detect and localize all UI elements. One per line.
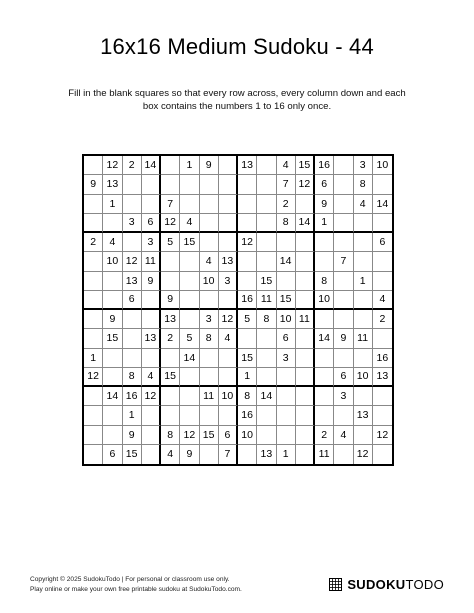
sudoku-cell: 9 — [315, 195, 334, 214]
sudoku-cell[interactable] — [334, 233, 353, 252]
sudoku-cell: 12 — [142, 387, 161, 406]
sudoku-cell[interactable] — [315, 406, 334, 425]
sudoku-cell[interactable] — [277, 406, 296, 425]
sudoku-cell[interactable] — [257, 175, 276, 194]
sudoku-cell: 11 — [354, 329, 373, 348]
sudoku-cell[interactable] — [334, 195, 353, 214]
sudoku-cell: 15 — [123, 445, 142, 464]
sudoku-cell[interactable] — [84, 156, 103, 175]
sudoku-cell: 10 — [200, 272, 219, 291]
sudoku-cell[interactable] — [219, 175, 238, 194]
sudoku-cell: 2 — [84, 233, 103, 252]
sudoku-cell[interactable] — [142, 195, 161, 214]
sudoku-cell[interactable] — [277, 368, 296, 387]
sudoku-cell: 10 — [315, 291, 334, 310]
sudoku-cell: 16 — [373, 349, 392, 368]
sudoku-cell[interactable] — [161, 272, 180, 291]
sudoku-cell[interactable] — [180, 252, 199, 271]
sudoku-cell: 1 — [354, 272, 373, 291]
sudoku-cell: 5 — [238, 310, 257, 329]
sudoku-cell[interactable] — [354, 291, 373, 310]
sudoku-cell: 6 — [142, 214, 161, 233]
sudoku-cell[interactable] — [257, 214, 276, 233]
sudoku-cell: 10 — [219, 387, 238, 406]
sudoku-cell[interactable] — [84, 329, 103, 348]
instructions: Fill in the blank squares so that every row across, every column down and each box contains the numbers 1 to 16 only once. — [68, 88, 406, 112]
sudoku-cell[interactable] — [238, 214, 257, 233]
sudoku-cell[interactable] — [103, 214, 122, 233]
sudoku-cell: 9 — [84, 175, 103, 194]
sudoku-cell: 1 — [238, 368, 257, 387]
sudoku-cell: 4 — [354, 195, 373, 214]
sudoku-cell[interactable] — [238, 445, 257, 464]
sudoku-cell: 16 — [123, 387, 142, 406]
sudoku-cell[interactable] — [180, 406, 199, 425]
sudoku-cell: 12 — [296, 175, 315, 194]
sudoku-cell: 2 — [277, 195, 296, 214]
sudoku-cell: 6 — [334, 368, 353, 387]
sudoku-cell[interactable] — [180, 291, 199, 310]
sudoku-cell[interactable] — [296, 387, 315, 406]
sudoku-cell[interactable] — [296, 445, 315, 464]
sudoku-cell: 3 — [200, 310, 219, 329]
sudoku-cell[interactable] — [238, 175, 257, 194]
sudoku-cell: 12 — [238, 233, 257, 252]
grid-logo-icon — [329, 578, 342, 591]
sudoku-cell[interactable] — [219, 214, 238, 233]
sudoku-cell: 13 — [103, 175, 122, 194]
sudoku-cell[interactable] — [84, 214, 103, 233]
sudoku-cell: 12 — [354, 445, 373, 464]
sudoku-cell: 14 — [315, 329, 334, 348]
sudoku-cell[interactable] — [373, 175, 392, 194]
sudoku-cell: 13 — [354, 406, 373, 425]
sudoku-cell[interactable] — [373, 214, 392, 233]
sudoku-cell[interactable] — [180, 272, 199, 291]
sudoku-cell[interactable] — [84, 195, 103, 214]
sudoku-cell[interactable] — [200, 291, 219, 310]
sudoku-cell[interactable] — [257, 426, 276, 445]
sudoku-cell[interactable] — [103, 368, 122, 387]
sudoku-cell[interactable] — [200, 214, 219, 233]
sudoku-cell: 15 — [103, 329, 122, 348]
sudoku-cell: 1 — [315, 214, 334, 233]
sudoku-cell[interactable] — [296, 349, 315, 368]
sudoku-cell: 15 — [161, 368, 180, 387]
sudoku-cell: 4 — [103, 233, 122, 252]
sudoku-cell[interactable] — [238, 195, 257, 214]
sudoku-cell: 15 — [277, 291, 296, 310]
sudoku-cell: 14 — [373, 195, 392, 214]
sudoku-cell[interactable] — [296, 329, 315, 348]
sudoku-cell[interactable] — [142, 291, 161, 310]
sudoku-cell[interactable] — [238, 272, 257, 291]
sudoku-cell[interactable] — [334, 272, 353, 291]
sudoku-cell[interactable] — [103, 406, 122, 425]
sudoku-cell: 8 — [238, 387, 257, 406]
sudoku-cell[interactable] — [180, 368, 199, 387]
sudoku-cell: 6 — [103, 445, 122, 464]
sudoku-cell[interactable] — [103, 426, 122, 445]
sudoku-cell: 6 — [123, 291, 142, 310]
sudoku-cell: 4 — [200, 252, 219, 271]
brand-text-thin: TODO — [405, 577, 444, 592]
sudoku-cell[interactable] — [373, 387, 392, 406]
sudoku-cell[interactable] — [142, 426, 161, 445]
sudoku-cell[interactable] — [354, 214, 373, 233]
sudoku-cell[interactable] — [142, 406, 161, 425]
sudoku-cell: 14 — [142, 156, 161, 175]
sudoku-cell[interactable] — [354, 310, 373, 329]
sudoku-cell[interactable] — [277, 426, 296, 445]
sudoku-cell[interactable] — [354, 233, 373, 252]
sudoku-cell: 6 — [315, 175, 334, 194]
sudoku-cell[interactable] — [354, 387, 373, 406]
sudoku-cell: 13 — [257, 445, 276, 464]
sudoku-cell: 4 — [334, 426, 353, 445]
sudoku-cell[interactable] — [238, 252, 257, 271]
sudoku-cell[interactable] — [334, 291, 353, 310]
sudoku-cell: 1 — [84, 349, 103, 368]
sudoku-cell: 7 — [334, 252, 353, 271]
sudoku-cell: 14 — [257, 387, 276, 406]
sudoku-cell: 6 — [219, 426, 238, 445]
copyright-text: Copyright © 2025 SudokuTodo | For personal or classroom use only. — [30, 576, 230, 583]
sudoku-cell[interactable] — [334, 156, 353, 175]
sudoku-cell: 7 — [277, 175, 296, 194]
sudoku-cell: 1 — [180, 156, 199, 175]
page-title: 16x16 Medium Sudoku - 44 — [100, 34, 374, 59]
sudoku-cell[interactable] — [123, 233, 142, 252]
sudoku-cell[interactable] — [219, 156, 238, 175]
sudoku-cell: 3 — [219, 272, 238, 291]
sudoku-cell: 2 — [315, 426, 334, 445]
sudoku-grid — [82, 154, 394, 466]
sudoku-cell: 3 — [123, 214, 142, 233]
sudoku-cell[interactable] — [373, 406, 392, 425]
sudoku-cell[interactable] — [142, 175, 161, 194]
sudoku-cell[interactable] — [277, 233, 296, 252]
sudoku-cell[interactable] — [200, 445, 219, 464]
sudoku-cell: 16 — [238, 291, 257, 310]
sudoku-cell[interactable] — [354, 426, 373, 445]
sudoku-cell[interactable] — [373, 272, 392, 291]
sudoku-cell[interactable] — [200, 349, 219, 368]
sudoku-cell: 15 — [238, 349, 257, 368]
sudoku-cell[interactable] — [84, 252, 103, 271]
sudoku-cell[interactable] — [219, 368, 238, 387]
sudoku-cell[interactable] — [161, 252, 180, 271]
sudoku-cell: 8 — [354, 175, 373, 194]
sudoku-cell[interactable] — [315, 349, 334, 368]
sudoku-cell[interactable] — [103, 272, 122, 291]
sudoku-cell: 12 — [373, 426, 392, 445]
sudoku-cell: 12 — [161, 214, 180, 233]
sudoku-cell: 14 — [277, 252, 296, 271]
footer — [30, 575, 242, 595]
sudoku-cell[interactable] — [219, 233, 238, 252]
sudoku-cell: 13 — [219, 252, 238, 271]
sudoku-cell[interactable] — [257, 406, 276, 425]
sudoku-cell: 16 — [238, 406, 257, 425]
sudoku-cell: 4 — [142, 368, 161, 387]
sudoku-cell[interactable] — [219, 349, 238, 368]
sudoku-cell: 15 — [296, 156, 315, 175]
sudoku-cell[interactable] — [257, 329, 276, 348]
sudoku-cell[interactable] — [257, 368, 276, 387]
sudoku-cell[interactable] — [334, 214, 353, 233]
sudoku-cell: 15 — [200, 426, 219, 445]
sudoku-cell[interactable] — [84, 310, 103, 329]
sudoku-cell[interactable] — [123, 349, 142, 368]
sudoku-cell[interactable] — [315, 387, 334, 406]
sudoku-cell[interactable] — [180, 310, 199, 329]
sudoku-cell: 1 — [123, 406, 142, 425]
sudoku-cell: 4 — [219, 329, 238, 348]
sudoku-cell: 15 — [180, 233, 199, 252]
sudoku-cell: 12 — [103, 156, 122, 175]
sudoku-cell: 10 — [373, 156, 392, 175]
sudoku-cell: 7 — [161, 195, 180, 214]
sudoku-cell[interactable] — [103, 291, 122, 310]
sudoku-cell[interactable] — [257, 349, 276, 368]
sudoku-cell: 5 — [161, 233, 180, 252]
sudoku-cell[interactable] — [200, 233, 219, 252]
sudoku-cell[interactable] — [277, 387, 296, 406]
sudoku-cell: 8 — [200, 329, 219, 348]
sudoku-cell[interactable] — [257, 156, 276, 175]
sudoku-cell[interactable] — [161, 156, 180, 175]
sudoku-cell[interactable] — [142, 310, 161, 329]
sudoku-cell[interactable] — [257, 252, 276, 271]
sudoku-cell[interactable] — [103, 349, 122, 368]
sudoku-cell: 2 — [373, 310, 392, 329]
sudoku-cell: 9 — [334, 329, 353, 348]
sudoku-cell[interactable] — [296, 233, 315, 252]
sudoku-cell: 10 — [103, 252, 122, 271]
sudoku-cell[interactable] — [238, 329, 257, 348]
sudoku-cell: 11 — [296, 310, 315, 329]
sudoku-cell[interactable] — [200, 175, 219, 194]
sudoku-cell[interactable] — [354, 349, 373, 368]
sudoku-cell[interactable] — [354, 252, 373, 271]
sudoku-cell: 9 — [103, 310, 122, 329]
sudoku-cell: 10 — [354, 368, 373, 387]
sudoku-cell[interactable] — [296, 272, 315, 291]
sudoku-cell: 13 — [142, 329, 161, 348]
sudoku-cell[interactable] — [219, 406, 238, 425]
sudoku-cell: 8 — [257, 310, 276, 329]
sudoku-cell[interactable] — [123, 195, 142, 214]
sudoku-cell[interactable] — [123, 310, 142, 329]
sudoku-cell[interactable] — [180, 175, 199, 194]
sudoku-cell[interactable] — [200, 406, 219, 425]
sudoku-cell: 7 — [219, 445, 238, 464]
sudoku-cell: 1 — [103, 195, 122, 214]
sudoku-cell[interactable] — [84, 291, 103, 310]
sudoku-cell: 8 — [161, 426, 180, 445]
sudoku-cell[interactable] — [161, 349, 180, 368]
sudoku-cell: 13 — [373, 368, 392, 387]
sudoku-cell: 11 — [315, 445, 334, 464]
sudoku-cell[interactable] — [180, 195, 199, 214]
sudoku-cell[interactable] — [296, 195, 315, 214]
sudoku-cell: 3 — [334, 387, 353, 406]
sudoku-cell[interactable] — [84, 426, 103, 445]
sudoku-cell: 2 — [123, 156, 142, 175]
sudoku-cell: 8 — [123, 368, 142, 387]
brand-logo — [329, 577, 444, 592]
sudoku-cell: 2 — [161, 329, 180, 348]
sudoku-cell[interactable] — [84, 406, 103, 425]
sudoku-cell[interactable] — [161, 387, 180, 406]
sudoku-cell[interactable] — [373, 252, 392, 271]
sudoku-cell[interactable] — [296, 291, 315, 310]
sudoku-cell[interactable] — [200, 195, 219, 214]
sudoku-cell[interactable] — [334, 349, 353, 368]
sudoku-cell[interactable] — [296, 406, 315, 425]
sudoku-cell: 15 — [257, 272, 276, 291]
sudoku-cell: 3 — [142, 233, 161, 252]
sudoku-cell[interactable] — [84, 272, 103, 291]
sudoku-cell: 4 — [161, 445, 180, 464]
sudoku-cell[interactable] — [315, 233, 334, 252]
sudoku-cell: 10 — [238, 426, 257, 445]
sudoku-cell[interactable] — [200, 368, 219, 387]
sudoku-cell: 14 — [296, 214, 315, 233]
sudoku-cell[interactable] — [334, 310, 353, 329]
promo-text: Play online or make your own free printable sudoku at SudokuTodo.com. — [30, 586, 242, 593]
sudoku-cell[interactable] — [219, 195, 238, 214]
sudoku-cell[interactable] — [161, 406, 180, 425]
sudoku-cell: 9 — [180, 445, 199, 464]
sudoku-cell[interactable] — [296, 426, 315, 445]
sudoku-cell: 13 — [238, 156, 257, 175]
sudoku-cell: 14 — [180, 349, 199, 368]
sudoku-cell: 9 — [142, 272, 161, 291]
sudoku-cell: 13 — [161, 310, 180, 329]
sudoku-cell: 8 — [315, 272, 334, 291]
sudoku-cell: 16 — [315, 156, 334, 175]
sudoku-cell: 12 — [123, 252, 142, 271]
sudoku-cell[interactable] — [315, 310, 334, 329]
sudoku-cell[interactable] — [277, 272, 296, 291]
sudoku-cell: 9 — [161, 291, 180, 310]
sudoku-cell[interactable] — [123, 175, 142, 194]
sudoku-cell: 12 — [219, 310, 238, 329]
sudoku-cell[interactable] — [84, 445, 103, 464]
sudoku-cell: 1 — [277, 445, 296, 464]
sudoku-cell[interactable] — [373, 445, 392, 464]
brand-text-bold: SUDOKU — [347, 577, 406, 592]
sudoku-cell[interactable] — [180, 387, 199, 406]
sudoku-cell: 13 — [123, 272, 142, 291]
sudoku-cell[interactable] — [334, 445, 353, 464]
sudoku-cell[interactable] — [84, 387, 103, 406]
sudoku-cell: 4 — [180, 214, 199, 233]
sudoku-cell[interactable] — [161, 175, 180, 194]
sudoku-cell: 6 — [277, 329, 296, 348]
sudoku-cell: 10 — [277, 310, 296, 329]
sudoku-cell: 8 — [277, 214, 296, 233]
sudoku-cell[interactable] — [334, 175, 353, 194]
sudoku-cell[interactable] — [142, 445, 161, 464]
sudoku-cell[interactable] — [334, 406, 353, 425]
sudoku-cell: 11 — [257, 291, 276, 310]
sudoku-cell: 4 — [373, 291, 392, 310]
sudoku-cell: 9 — [200, 156, 219, 175]
sudoku-cell: 6 — [373, 233, 392, 252]
sudoku-cell[interactable] — [257, 233, 276, 252]
sudoku-cell: 9 — [123, 426, 142, 445]
sudoku-cell: 3 — [277, 349, 296, 368]
sudoku-cell[interactable] — [315, 252, 334, 271]
sudoku-cell: 11 — [142, 252, 161, 271]
sudoku-cell: 3 — [354, 156, 373, 175]
sudoku-cell: 14 — [103, 387, 122, 406]
sudoku-cell: 5 — [180, 329, 199, 348]
sudoku-cell[interactable] — [142, 349, 161, 368]
sudoku-cell: 11 — [200, 387, 219, 406]
sudoku-cell[interactable] — [257, 195, 276, 214]
sudoku-cell[interactable] — [296, 252, 315, 271]
sudoku-cell: 12 — [84, 368, 103, 387]
sudoku-cell[interactable] — [373, 329, 392, 348]
sudoku-cell[interactable] — [315, 368, 334, 387]
sudoku-cell[interactable] — [123, 329, 142, 348]
sudoku-cell[interactable] — [296, 368, 315, 387]
sudoku-cell[interactable] — [219, 291, 238, 310]
sudoku-cell: 12 — [180, 426, 199, 445]
sudoku-cell: 4 — [277, 156, 296, 175]
